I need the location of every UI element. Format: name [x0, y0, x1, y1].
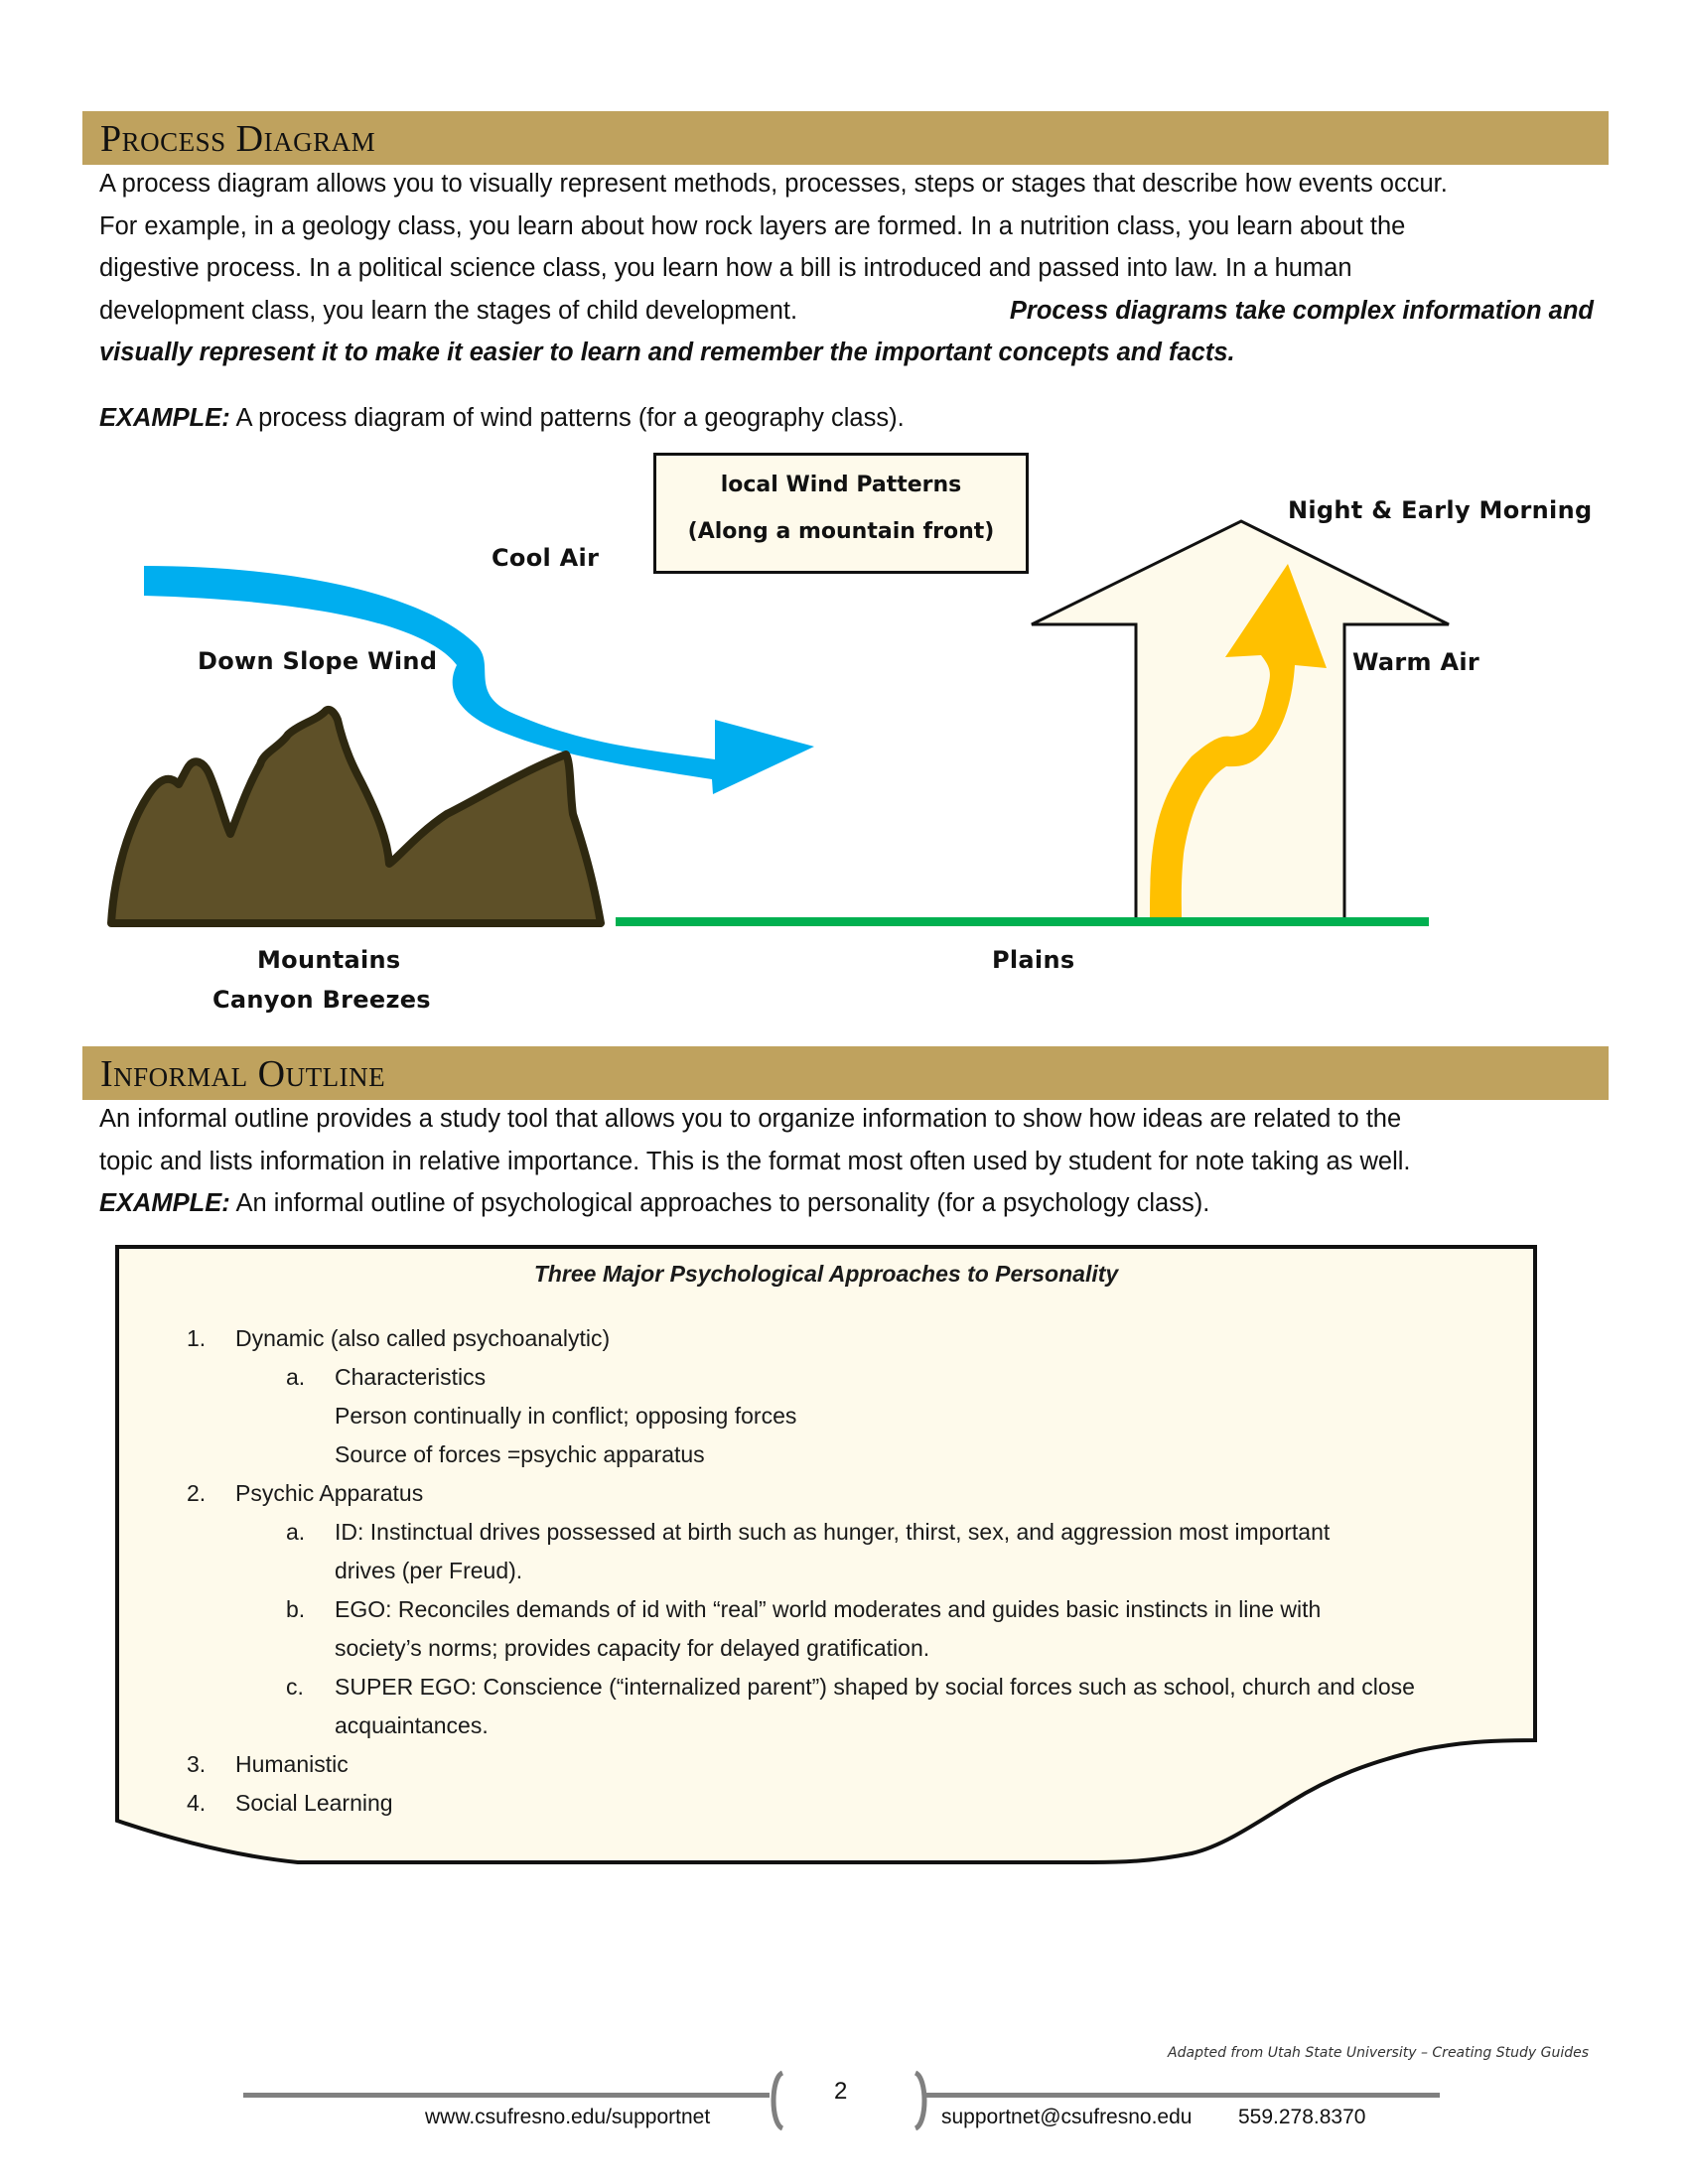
- outline-item: EGO: Reconciles demands of id with “real” world moderates and guides basic instincts in line with: [335, 1596, 1322, 1622]
- outline-item: Person continually in conflict; opposing forces: [335, 1403, 797, 1429]
- footer-rule-right: [923, 2093, 1440, 2098]
- emphasis-text: visually represent it to make it easier to learn and remember the important concepts and facts.: [99, 339, 1235, 366]
- page-number-brackets: [765, 2070, 933, 2131]
- outline-number: c.: [286, 1674, 304, 1700]
- label-night-early-morning: Night & Early Morning: [1288, 496, 1593, 524]
- section-title: Process Diagram: [100, 118, 376, 160]
- footer-rule-left: [243, 2093, 770, 2098]
- outline-item: ID: Instinctual drives possessed at birth such as hunger, thirst, sex, and aggression most important: [335, 1519, 1331, 1545]
- outline-item: Source of forces =psychic apparatus: [335, 1441, 705, 1467]
- email-link[interactable]: supportnet@csufresno.edu: [941, 2106, 1193, 2128]
- label-canyon-breezes: Canyon Breezes: [212, 986, 431, 1014]
- section-title: Informal Outline: [100, 1053, 386, 1095]
- label-mountains: Mountains: [257, 946, 401, 974]
- outline-item: acquaintances.: [335, 1712, 489, 1738]
- outline-number: a.: [286, 1364, 306, 1390]
- outline-item: SUPER EGO: Conscience (“internalized parent”) shaped by social forces such as school, church and close: [335, 1674, 1415, 1700]
- outline-item: drives (per Freud).: [335, 1558, 523, 1583]
- page-number: 2: [834, 2078, 848, 2105]
- label-down-slope-wind: Down Slope Wind: [198, 647, 438, 675]
- phone-number: 559.278.8370: [1238, 2106, 1366, 2128]
- emphasis-text: Process diagrams take complex information and: [1009, 296, 1594, 325]
- outline-number: 2.: [187, 1480, 207, 1506]
- example-label: EXAMPLE:: [99, 1189, 230, 1217]
- outline-item: Psychic Apparatus: [235, 1480, 424, 1506]
- outline-number: 4.: [187, 1790, 207, 1816]
- outline-item: Humanistic: [235, 1751, 349, 1777]
- outline-number: 3.: [187, 1751, 207, 1777]
- example-label: EXAMPLE:: [99, 404, 230, 432]
- outline-number: 1.: [187, 1325, 207, 1351]
- outline-item: Social Learning: [235, 1790, 393, 1816]
- outline-item: Dynamic (also called psychoanalytic): [235, 1325, 611, 1351]
- label-warm-air: Warm Air: [1352, 648, 1480, 676]
- paragraph-line: digestive process. In a political science class, you learn how a bill is introduced and passed into law. In a human: [99, 254, 1352, 282]
- outline-number: a.: [286, 1519, 306, 1545]
- outline-number: b.: [286, 1596, 306, 1622]
- paragraph-line: development class, you learn the stages of child development. Process diagrams take complex information and: [99, 290, 1594, 333]
- paragraph-line: An informal outline provides a study tool that allows you to organize information to show how ideas are related to the: [99, 1105, 1402, 1133]
- paragraph-line: For example, in a geology class, you learn about how rock layers are formed. In a nutrition class, you learn about the: [99, 211, 1406, 240]
- outline-title: Three Major Psychological Approaches to Personality: [533, 1261, 1119, 1287]
- label-cool-air: Cool Air: [492, 544, 600, 572]
- label-plains: Plains: [992, 946, 1075, 974]
- outline-item: Characteristics: [335, 1364, 487, 1390]
- example-text: An informal outline of psychological approaches to personality (for a psychology class).: [229, 1189, 1210, 1217]
- source-credit: Adapted from Utah State University – Creating Study Guides: [1168, 2045, 1589, 2061]
- example-text: A process diagram of wind patterns (for a geography class).: [229, 404, 905, 432]
- diagram-subtitle: (Along a mountain front): [687, 519, 995, 544]
- outline-item: society’s norms; provides capacity for delayed gratification.: [335, 1635, 930, 1661]
- diagram-title: local Wind Patterns: [720, 473, 962, 497]
- website-link[interactable]: www.csufresno.edu/supportnet: [425, 2106, 711, 2128]
- paragraph-line: topic and lists information in relative importance. This is the format most often used by student for note taking as well.: [99, 1147, 1411, 1175]
- paragraph-line: A process diagram allows you to visually represent methods, processes, steps or stages that describe how events occur.: [99, 170, 1448, 198]
